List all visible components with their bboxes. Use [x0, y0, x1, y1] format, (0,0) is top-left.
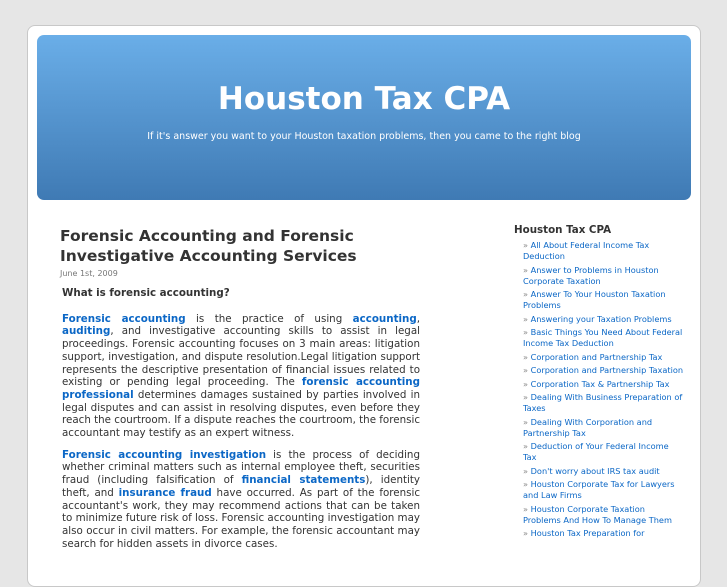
- link-insurance-fraud[interactable]: insurance fraud: [118, 486, 212, 499]
- text: ,: [416, 312, 420, 325]
- sidebar-link[interactable]: Don't worry about IRS tax audit: [530, 465, 660, 476]
- bullet-icon: »: [523, 416, 529, 427]
- post-content: [62, 287, 420, 550]
- post-heading: What is forensic accounting?: [62, 287, 230, 299]
- text: have occurred. As part of the forensic accountant's work, they may recommend actions that can be taken to minimize future risk of loss. Forensic accounting investigation may also occur in civil matters. For example, the forensic accountant may search for hidden assets in divorce cases.: [62, 486, 420, 550]
- sidebar-link[interactable]: Dealing With Business Preparation of Taxes: [523, 392, 683, 413]
- text: ), identity theft, and: [62, 474, 420, 499]
- header-banner: [37, 35, 691, 200]
- paragraph-2: [62, 449, 420, 551]
- sidebar-item: [523, 352, 684, 363]
- bullet-icon: »: [523, 289, 529, 299]
- sidebar-link[interactable]: Corporation and Partnership Tax: [530, 351, 663, 362]
- bullet-icon: »: [523, 313, 529, 324]
- bullet-icon: »: [523, 327, 529, 337]
- sidebar-link[interactable]: Houston Tax Preparation for: [530, 528, 645, 538]
- sidebar-item: [523, 265, 684, 287]
- sidebar-link[interactable]: Houston Corporate Tax for Lawyers and Law Firms: [523, 479, 675, 500]
- bullet-icon: »: [523, 264, 529, 275]
- bullet-icon: »: [523, 378, 529, 389]
- bullet-icon: »: [523, 240, 529, 250]
- bullet-icon: »: [523, 479, 529, 489]
- text: is the process of deciding whether criminal matters such as internal employee theft, securities fraud (including falsification of: [62, 448, 420, 487]
- sidebar-item: [523, 314, 684, 325]
- text: is the practice of using: [185, 312, 353, 325]
- sidebar-link[interactable]: All About Federal Income Tax Deduction: [523, 240, 650, 261]
- link-auditing[interactable]: auditing: [62, 325, 111, 338]
- site-description: If it's answer you want to your Houston taxation problems, then you came to the right blog: [147, 131, 581, 142]
- sidebar-item: [523, 504, 684, 526]
- sidebar-item: [523, 466, 684, 477]
- sidebar-item: [523, 441, 684, 463]
- bullet-icon: »: [523, 441, 529, 451]
- bullet-icon: »: [523, 365, 529, 375]
- sidebar-item: [523, 240, 684, 262]
- text: determines damages sustained by parties involved in legal disputes and can assist in resolving disputes, even before they reach the courtroom. If a dispute reaches the courtroom, the forensic accountant may testify as an expert witness.: [62, 388, 420, 440]
- sidebar-link[interactable]: Dealing With Corporation and Partnership Tax: [523, 416, 653, 438]
- sidebar: [514, 224, 684, 542]
- sidebar-link[interactable]: Corporation and Partnership Taxation: [530, 365, 684, 375]
- link-accounting[interactable]: accounting: [352, 312, 417, 325]
- sidebar-title: Houston Tax CPA: [514, 224, 612, 236]
- text: , and investigative accounting skills to assist in legal proceedings. Forensic accounting focuses on 3 main areas: litigation support, investigation, and dispute resolution.Legal litigation support represents the descriptive presentation of financial issues related to existing or pending legal proceeding. The: [62, 325, 420, 389]
- sidebar-link[interactable]: Answer To Your Houston Taxation Problems: [523, 289, 666, 310]
- sidebar-link[interactable]: Answer to Problems in Houston Corporate Taxation: [523, 264, 659, 286]
- link-forensic-accounting-investigation[interactable]: Forensic accounting investigation: [62, 448, 267, 461]
- sidebar-list: [514, 240, 684, 539]
- sidebar-item: [523, 379, 684, 390]
- sidebar-item: [523, 327, 684, 349]
- sidebar-link[interactable]: Basic Things You Need About Federal Income Tax Deduction: [523, 327, 683, 348]
- post-date: June 1st, 2009: [60, 269, 118, 278]
- link-forensic-accounting-professional[interactable]: forensic accounting professional: [62, 376, 421, 401]
- sidebar-link[interactable]: Houston Corporate Taxation Problems And How To Manage Them: [523, 503, 672, 525]
- bullet-icon: »: [523, 351, 529, 362]
- page-container: [27, 25, 701, 587]
- bullet-icon: »: [523, 392, 529, 402]
- sidebar-item: [523, 417, 684, 439]
- post: [60, 226, 422, 559]
- post-title[interactable]: Forensic Accounting and Forensic Investigative Accounting Services: [60, 227, 357, 265]
- sidebar-item: [523, 365, 684, 376]
- bullet-icon: »: [523, 465, 529, 476]
- sidebar-item: [523, 479, 684, 501]
- sidebar-link[interactable]: Answering your Taxation Problems: [530, 313, 672, 324]
- site-title[interactable]: Houston Tax CPA: [217, 81, 511, 117]
- link-forensic-accounting[interactable]: Forensic accounting: [62, 312, 186, 325]
- link-financial-statements[interactable]: financial statements: [241, 474, 366, 487]
- sidebar-link[interactable]: Corporation Tax & Partnership Tax: [530, 378, 670, 389]
- sidebar-link[interactable]: Deduction of Your Federal Income Tax: [523, 441, 669, 462]
- bullet-icon: »: [523, 503, 529, 514]
- paragraph-1: [62, 313, 420, 440]
- sidebar-item: [523, 528, 684, 539]
- sidebar-item: [523, 392, 684, 414]
- sidebar-item: [523, 289, 684, 311]
- bullet-icon: »: [523, 528, 529, 538]
